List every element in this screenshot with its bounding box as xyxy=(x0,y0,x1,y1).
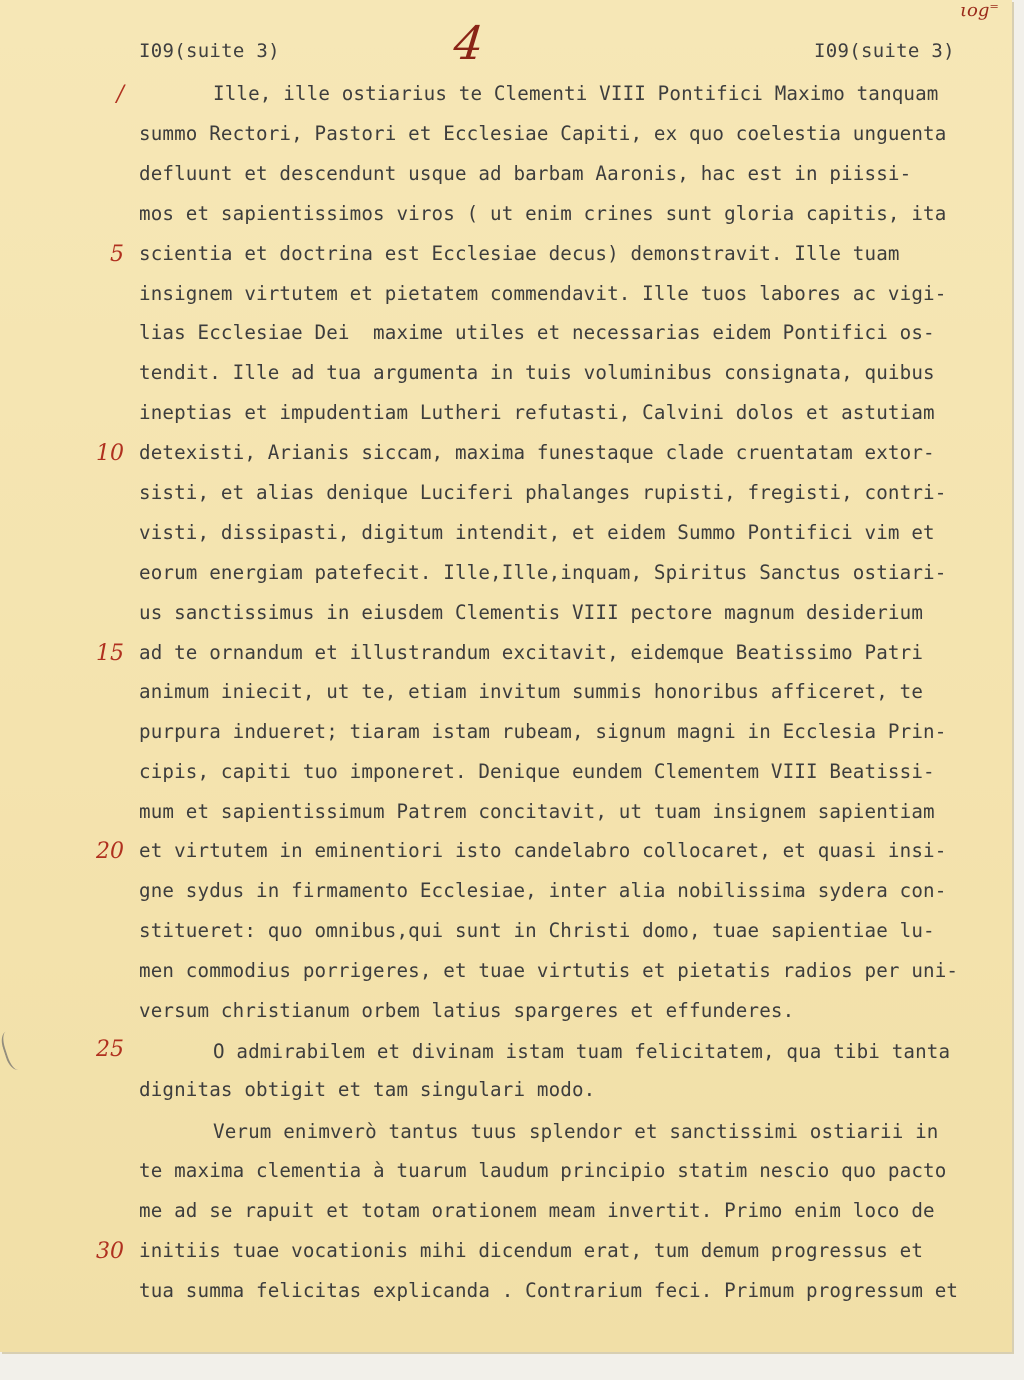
running-header-left: I09(suite 3) xyxy=(139,40,280,62)
text-line: summo Rectori, Pastori et Ecclesiae Capiti, ex quo coelestia unguenta xyxy=(139,122,947,145)
paper-edge-mark xyxy=(0,1028,30,1072)
text-line: me ad se rapuit et totam orationem meam invertit. Primo enim loco de xyxy=(139,1199,935,1222)
text-line: insignem virtutem et pietatem commendavit. Ille tuos labores ac vigi- xyxy=(139,282,947,305)
text-line: scientia et doctrina est Ecclesiae decus) demonstravit. Ille tuam xyxy=(139,242,900,265)
text-line: tendit. Ille ad tua argumenta in tuis voluminibus consignata, quibus xyxy=(139,361,935,384)
text-line: detexisti, Arianis siccam, maxima funestaque clade cruentatam extor- xyxy=(139,441,935,464)
margin-line-number: 15 xyxy=(96,641,124,666)
text-line: defluunt et descendunt usque ad barbam Aaronis, hac est in piissi- xyxy=(139,162,912,185)
text-line: men commodius porrigeres, et tuae virtutis et pietatis radios per uni- xyxy=(139,959,959,982)
text-line: O admirabilem et divinam istam tuam felicitatem, qua tibi tanta xyxy=(213,1040,951,1063)
text-line: visti, dissipasti, digitum intendit, et eidem Summo Pontifici vim et xyxy=(139,521,935,544)
corner-annotation: ιog⁼ xyxy=(960,0,999,21)
margin-line-number: 5 xyxy=(110,242,124,267)
text-line: cipis, capiti tuo imponeret. Denique eundem Clementem VIII Beatissi- xyxy=(139,760,935,783)
text-line: tua summa felicitas explicanda . Contrarium feci. Primum progressum et xyxy=(139,1279,959,1302)
folio-number: 4 xyxy=(451,16,487,70)
margin-line-number: 25 xyxy=(96,1037,124,1062)
text-line: Ille, ille ostiarius te Clementi VIII Pontifici Maximo tanquam xyxy=(213,82,939,105)
running-header-right: I09(suite 3) xyxy=(814,40,955,62)
text-line: te maxima clementia à tuarum laudum principio statim nescio quo pacto xyxy=(139,1159,947,1182)
text-line: lias Ecclesiae Dei maxime utiles et necessarias eidem Pontifici os- xyxy=(139,321,935,344)
margin-line-number: / xyxy=(116,82,124,107)
margin-line-number: 10 xyxy=(96,441,124,466)
text-line: mum et sapientissimum Patrem concitavit, ut tuam insignem sapientiam xyxy=(139,800,935,823)
text-line: et virtutem in eminentiori isto candelabro collocaret, et quasi insi- xyxy=(139,839,947,862)
text-line: dignitas obtigit et tam singulari modo. xyxy=(139,1078,596,1101)
text-line: eorum energiam patefecit. Ille,Ille,inquam, Spiritus Sanctus ostiari- xyxy=(139,561,947,584)
text-line: ineptias et impudentiam Lutheri refutasti, Calvini dolos et astutiam xyxy=(139,401,935,424)
margin-line-number: 20 xyxy=(96,839,124,864)
text-line: us sanctissimus in eiusdem Clementis VIII pectore magnum desiderium xyxy=(139,601,924,624)
margin-line-number: 30 xyxy=(96,1239,124,1264)
text-line: animum iniecit, ut te, etiam invitum summis honoribus afficeret, te xyxy=(139,680,924,703)
text-line: mos et sapientissimos viros ( ut enim crines sunt gloria capitis, ita xyxy=(139,202,947,225)
text-line: Verum enimverò tantus tuus splendor et sanctissimi ostiarii in xyxy=(213,1120,939,1143)
text-line: purpura indueret; tiaram istam rubeam, signum magni in Ecclesia Prin- xyxy=(139,720,947,743)
text-line: gne sydus in firmamento Ecclesiae, inter alia nobilissima sydera con- xyxy=(139,879,947,902)
text-line: sisti, et alias denique Luciferi phalanges rupisti, fregisti, contri- xyxy=(139,481,947,504)
text-line: stitueret: quo omnibus,qui sunt in Christi domo, tuae sapientiae lu- xyxy=(139,919,935,942)
text-line: initiis tuae vocationis mihi dicendum erat, tum demum progressus et xyxy=(139,1239,924,1262)
text-line: ad te ornandum et illustrandum excitavit, eidemque Beatissimo Patri xyxy=(139,641,924,664)
text-line: versum christianum orbem latius spargeres et effunderes. xyxy=(139,999,795,1022)
